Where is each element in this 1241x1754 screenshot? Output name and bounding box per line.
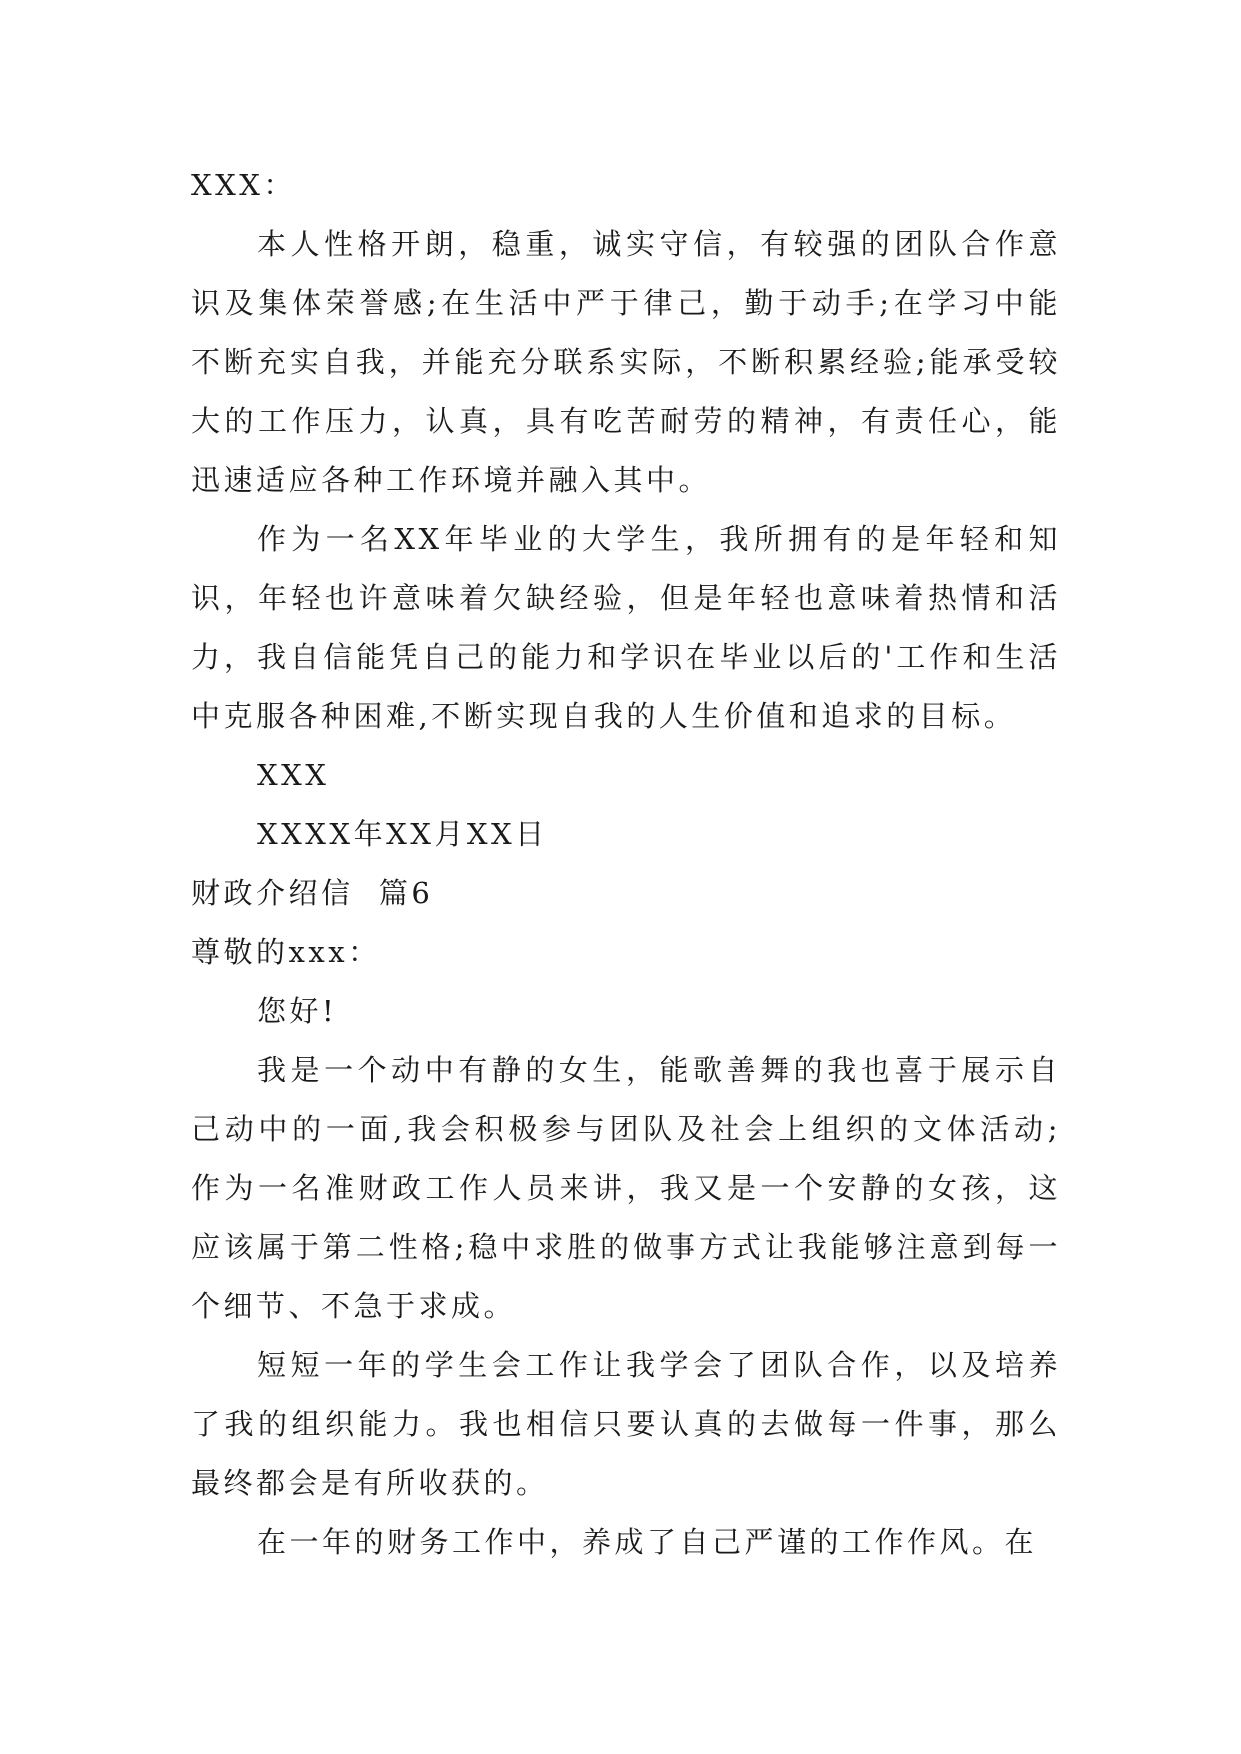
letter1-salutation: XXX： xyxy=(191,168,296,202)
letter1-paragraph-2: 作为一名XX年毕业的大学生，我所拥有的是年轻和知识，年轻也许意味着欠缺经验，但是年轻也意味着热情和活力，我自信能凭自己的能力和学识在毕业以后的'工作和生活中克服各种困难,不断实现自我的人生价值和追求的目标。 xyxy=(191,522,1061,733)
letter2-salutation: 尊敬的xxx： xyxy=(191,935,381,969)
letter2-paragraph-1: 我是一个动中有静的女生，能歌善舞的我也喜于展示自己动中的一面,我会积极参与团队及社会上组织的文体活动;作为一名准财政工作人员来讲，我又是一个安静的女孩，这应该属于第二性格;稳中求胜的做事方式让我能够注意到每一个细节、不急于求成。 xyxy=(191,1053,1061,1323)
section-title: 财政介绍信 篇6 xyxy=(191,876,434,910)
letter1-paragraph-1: 本人性格开朗，稳重，诚实守信，有较强的团队合作意识及集体荣誉感;在生活中严于律己，勤于动手;在学习中能不断充实自我，并能充分联系实际，不断积累经验;能承受较大的工作压力，认真，具有吃苦耐劳的精神，有责任心，能迅速适应各种工作环境并融入其中。 xyxy=(191,227,1061,497)
letter1-signature: XXX xyxy=(257,758,330,792)
letter1-date: XXXX年XX月XX日 xyxy=(257,817,548,851)
letter2-paragraph-3: 在一年的财务工作中，养成了自己严谨的工作作风。在 xyxy=(257,1525,1038,1559)
letter2-paragraph-2: 短短一年的学生会工作让我学会了团队合作，以及培养了我的组织能力。我也相信只要认真的去做每一件事，那么最终都会是有所收获的。 xyxy=(191,1348,1061,1500)
document-body xyxy=(191,156,1061,1572)
letter2-greeting: 您好! xyxy=(257,994,338,1028)
